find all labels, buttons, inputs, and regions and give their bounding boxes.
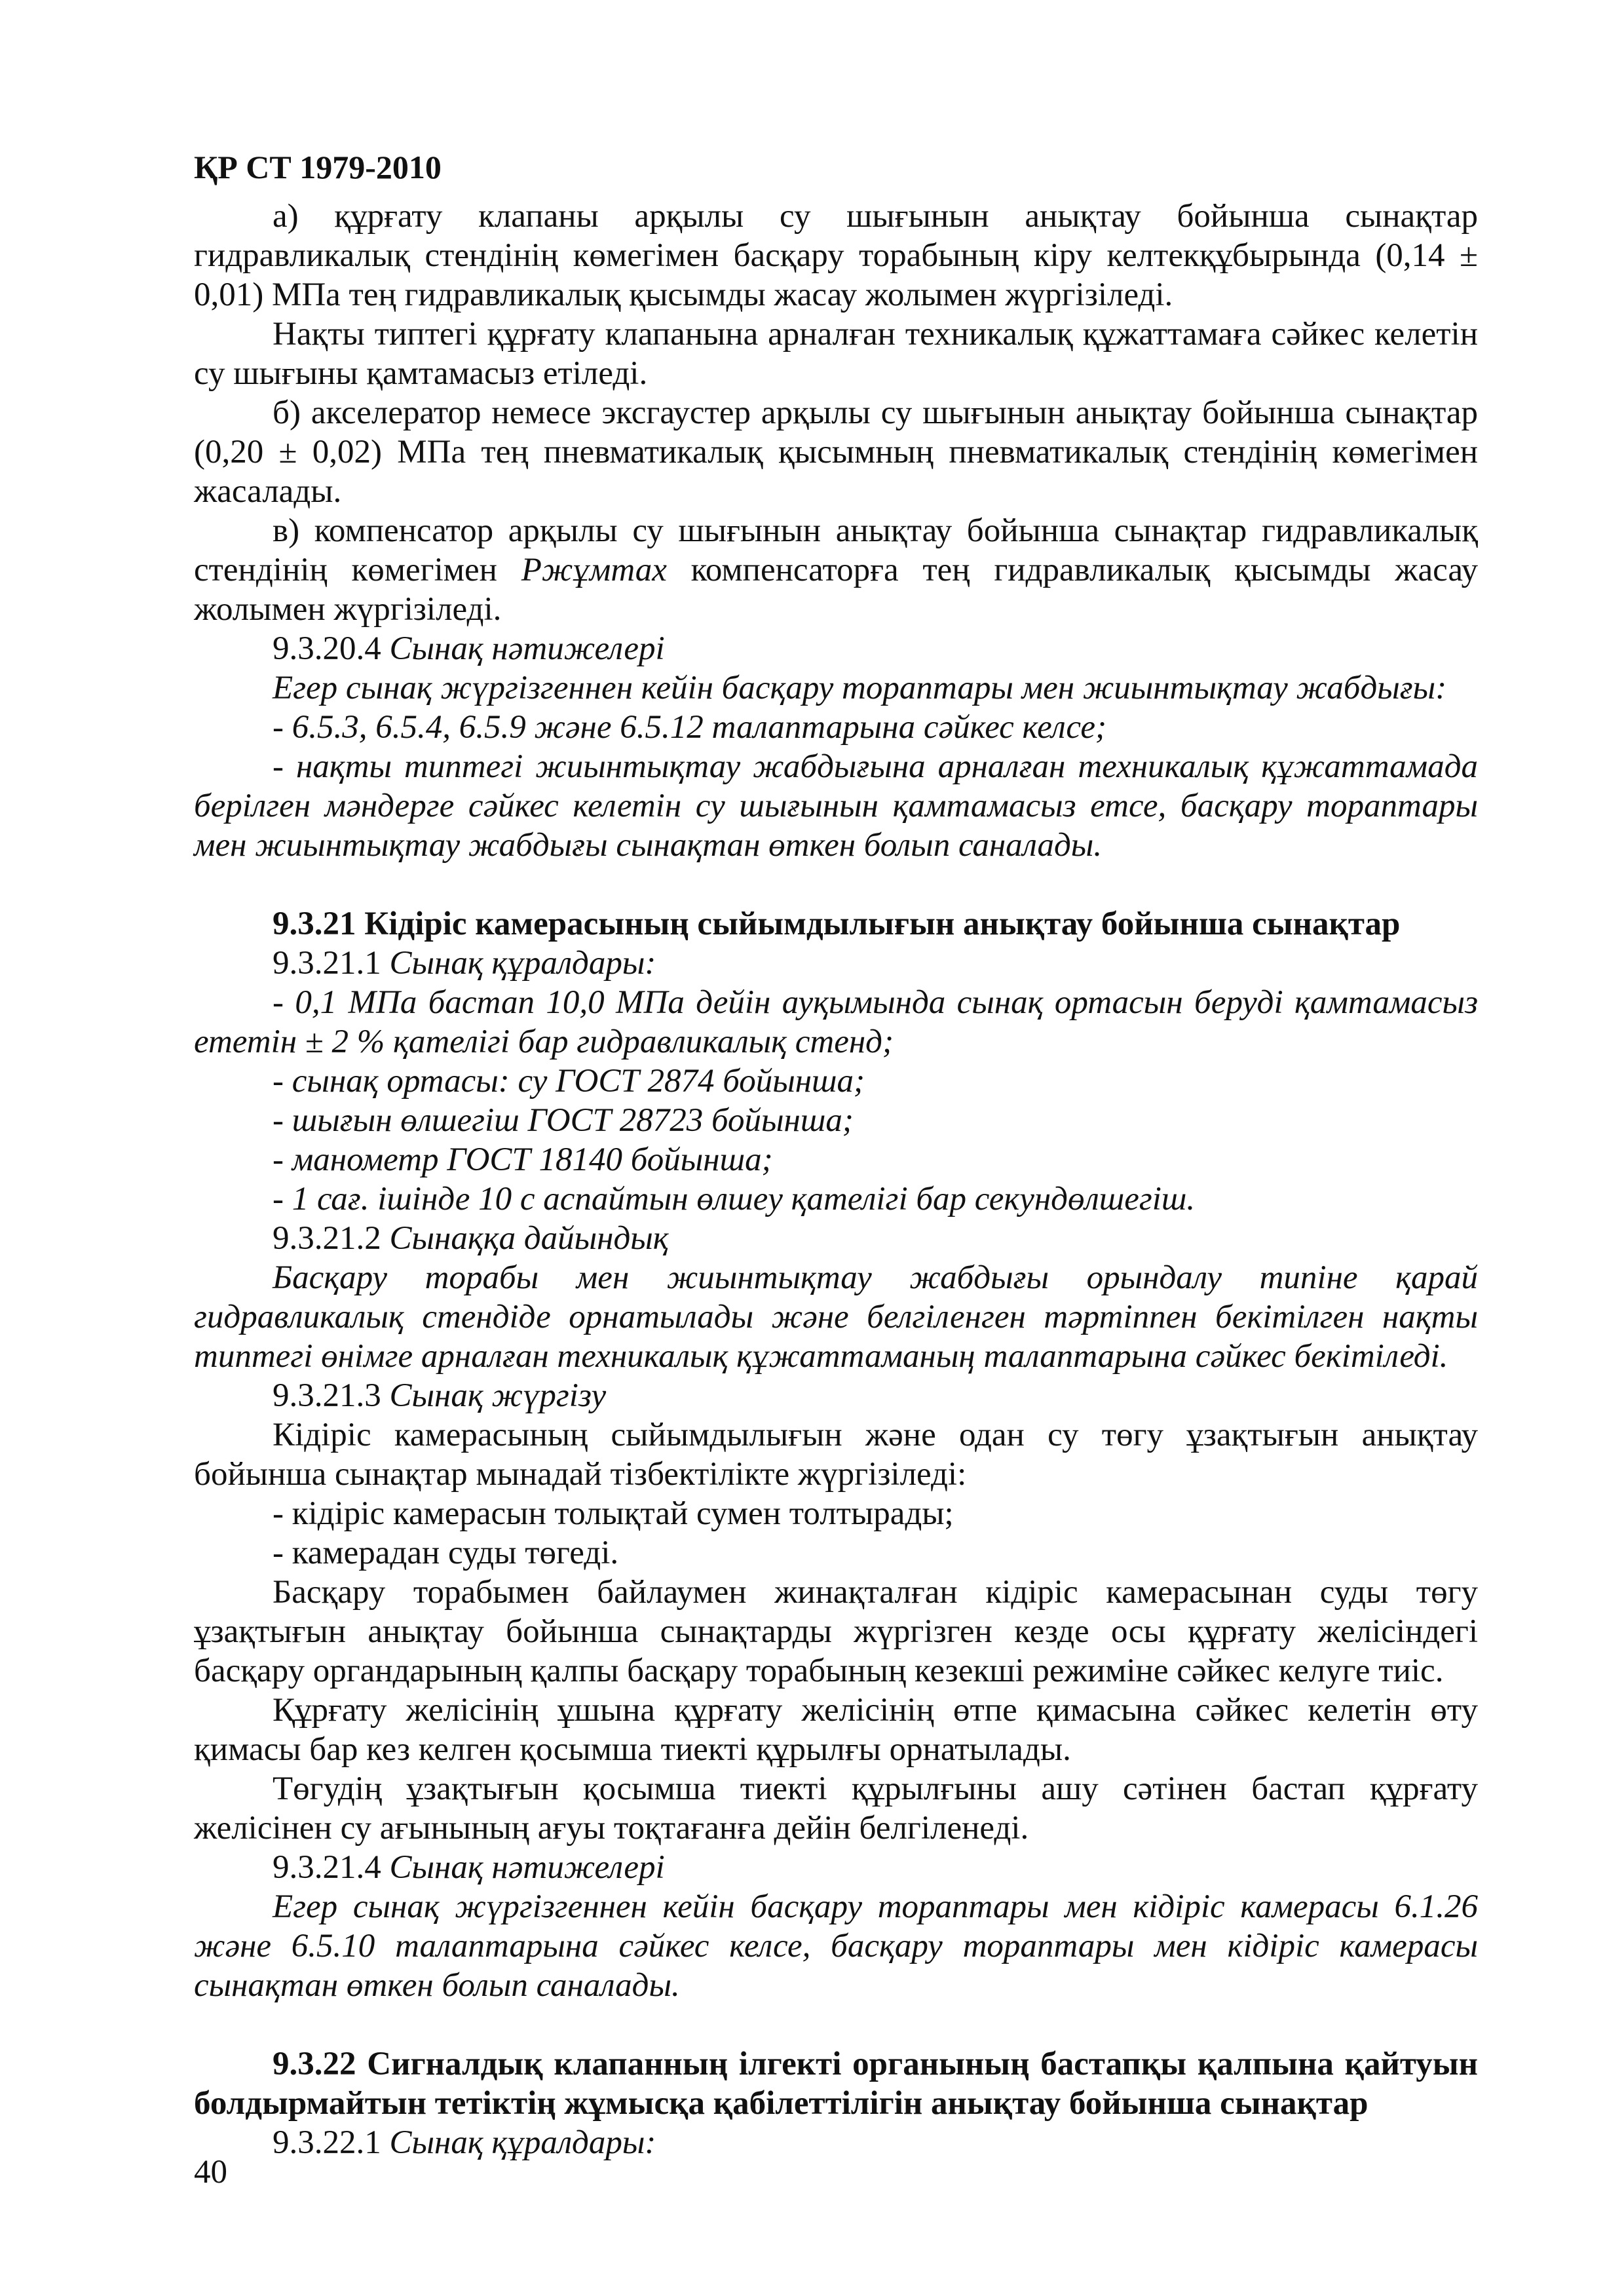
subsection-heading: 9.3.21.4 Сынақ нәтижелері — [273, 1849, 665, 1886]
page-number: 40 — [194, 2154, 227, 2191]
paragraph: Егер сынақ жүргізгеннен кейін басқару тораптары мен кідіріс камерасы 6.1.26 және 6.5.10 талаптарына сәйкес келсе, басқару тораптары мен кідіріс камерасы сынақтан өткен болып саналады. — [194, 1888, 1478, 2004]
subsection-heading: 9.3.22.1 Сынақ құралдары: — [273, 2124, 656, 2161]
paragraph: Басқару торабымен байлаумен жинақталған кідіріс камерасынан суды төгу ұзақтығын анықтау бойынша сынақтарды жүргізген кезде осы құрғату желісіндегі басқару органдарының қалпы басқару торабының кезекші режиміне сәйкес келуге тиіс. — [194, 1574, 1478, 1689]
list-item: - нақты типтегі жиынтықтау жабдығына арналған техникалық құжаттамада берілген мәндерге сәйкес келетін су шығынын қамтамасыз етсе, басқару тораптары мен жиынтықтау жабдығы сынақтан өткен болып саналады. — [194, 748, 1478, 864]
section-heading: 9.3.21 Кідіріс камерасының сыйымдылығын анықтау бойынша сынақтар — [273, 906, 1401, 942]
list-item: - манометр ГОСТ 18140 бойынша; — [273, 1141, 773, 1178]
paragraph: Төгудің ұзақтығын қосымша тиекті құрылғыны ашу сәтінен бастап құрғату желісінен су ағынының ағуы тоқтағанға дейін белгіленеді. — [194, 1770, 1478, 1846]
subsection-heading: 9.3.21.3 Сынақ жүргізу — [273, 1377, 607, 1414]
paragraph: Құрғату желісінің ұшына құрғату желісінің өтпе қимасына сәйкес келетін өту қимасы бар кез келген қосымша тиекті құрылғы орнатылады. — [194, 1692, 1478, 1768]
list-item: - шығын өлшегіш ГОСТ 28723 бойынша; — [273, 1102, 854, 1139]
list-item: - кідіріс камерасын толықтай сумен толтырады; — [273, 1495, 954, 1532]
document-header: ҚР СТ 1979-2010 — [194, 149, 442, 185]
paragraph: Басқару торабы мен жиынтықтау жабдығы орындалу типіне қарай гидравликалық стендіде орнатылады және белгіленген тәртіппен бекітілген нақты типтегі өнімге арналған техникалық құжаттаманың талаптарына сәйкес бекітіледі. — [194, 1259, 1478, 1375]
paragraph: а) құрғату клапаны арқылы су шығынын анықтау бойынша сынақтар гидравликалық стендінің көмегімен басқару торабының кіру келтекқұбырында (0,14 ± 0,01) МПа тең гидравликалық қысымды жасау жолымен жүргізіледі. — [194, 198, 1478, 313]
paragraph: б) акселератор немесе эксгаустер арқылы су шығынын анықтау бойынша сынақтар (0,20 ± 0,02) МПа тең пневматикалық қысымның пневматикалық стендінің көмегімен жасалады. — [194, 394, 1478, 510]
section-heading: 9.3.22 Сигналдық клапанның ілгекті органының бастапқы қалпына қайтуын болдырмайтын тетіктің жұмысқа қабілеттілігін анықтау бойынша сынақтар — [194, 2046, 1478, 2122]
list-item: - сынақ ортасы: су ГОСТ 2874 бойынша; — [273, 1063, 865, 1100]
paragraph: в) компенсатор арқылы су шығынын анықтау бойынша сынақтар гидравликалық стендінің көмегімен Ржұмтах компенсаторға тең гидравликалық қысымды жасау жолымен жүргізіледі. — [194, 512, 1478, 628]
list-item: - камерадан суды төгеді. — [273, 1535, 619, 1571]
paragraph: Егер сынақ жүргізгеннен кейін басқару тораптары мен жиынтықтау жабдығы: — [273, 670, 1447, 706]
document-body — [194, 197, 1478, 2162]
list-item: - 6.5.3, 6.5.4, 6.5.9 және 6.5.12 талаптарына сәйкес келсе; — [273, 709, 1106, 746]
list-item: - 0,1 МПа бастап 10,0 МПа дейін ауқымында сынақ ортасын беруді қамтамасыз ететін ± 2 % қателігі бар гидравликалық стенд; — [194, 984, 1478, 1060]
paragraph: Кідіріс камерасының сыйымдылығын және одан су төгу ұзақтығын анықтау бойынша сынақтар мынадай тізбектілікте жүргізіледі: — [194, 1417, 1478, 1493]
subsection-heading: 9.3.20.4 Сынақ нәтижелері — [273, 630, 665, 667]
subsection-heading: 9.3.21.1 Сынақ құралдары: — [273, 945, 656, 982]
list-item: - 1 сағ. ішінде 10 с аспайтын өлшеу қателігі бар секундөлшегіш. — [273, 1181, 1196, 1217]
subsection-heading: 9.3.21.2 Сынаққа дайындық — [273, 1220, 669, 1257]
paragraph: Нақты типтегі құрғату клапанына арналған техникалық құжаттамаға сәйкес келетін су шығыны қамтамасыз етіледі. — [194, 316, 1478, 392]
